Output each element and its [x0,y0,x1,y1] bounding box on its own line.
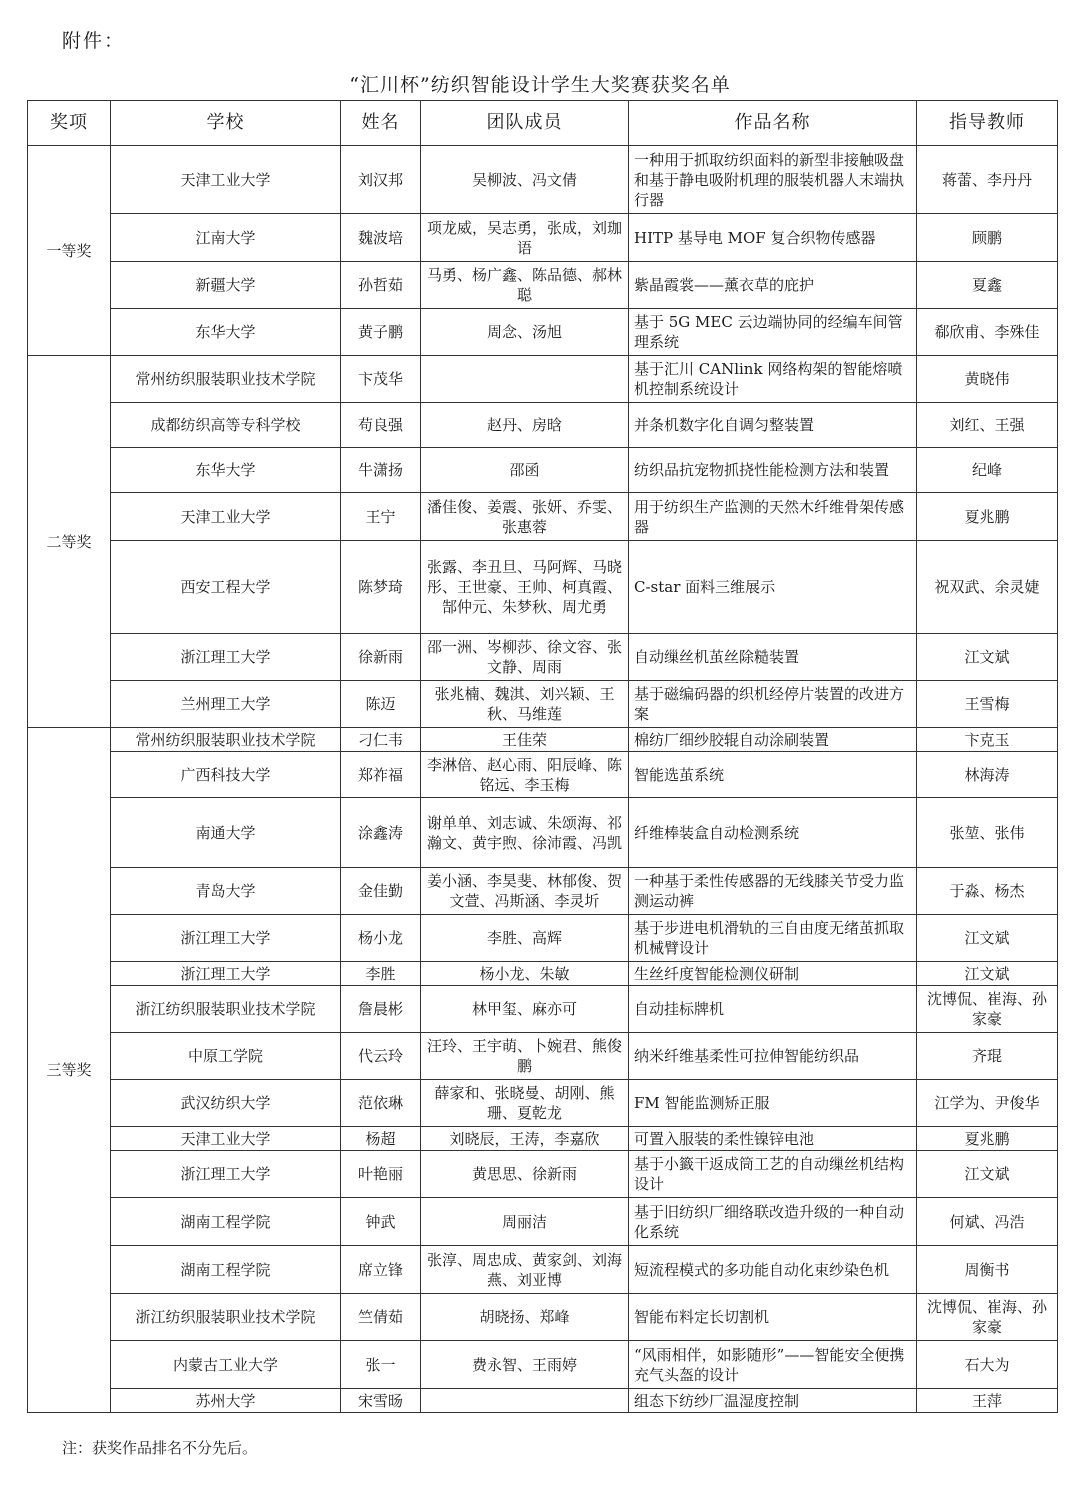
work-cell: “风雨相伴，如影随形”——智能安全便携充气头盔的设计 [629,1341,917,1389]
team-cell: 周念、汤旭 [421,309,629,356]
work-cell: 自动挂标牌机 [629,986,917,1033]
school-cell: 浙江纺织服装职业技术学院 [111,1294,341,1341]
advisor-cell: 周衡书 [917,1246,1058,1294]
school-cell: 浙江纺织服装职业技术学院 [111,986,341,1033]
school-cell: 天津工业大学 [111,1127,341,1151]
school-cell: 常州纺织服装职业技术学院 [111,728,341,752]
award-level: 二等奖 [28,356,111,728]
table-row [28,962,1058,986]
work-cell: 组态下纺纱厂温湿度控制 [629,1389,917,1413]
team-cell: 张露、李丑旦、马阿辉、马晓彤、王世豪、王帅、柯真霞、郜仲元、朱梦秋、周尤勇 [421,541,629,634]
school-cell: 天津工业大学 [111,493,341,541]
work-cell: 基于旧纺织厂细络联改造升级的一种自动化系统 [629,1198,917,1246]
name-cell: 郑祚福 [341,752,421,798]
school-cell: 西安工程大学 [111,541,341,634]
name-cell: 刁仁韦 [341,728,421,752]
advisor-cell: 夏兆鹏 [917,1127,1058,1151]
team-cell [421,356,629,403]
table-row [28,1127,1058,1151]
name-cell: 杨超 [341,1127,421,1151]
school-cell: 浙江理工大学 [111,915,341,962]
work-cell: 基于汇川 CANlink 网络构架的智能熔喷机控制系统设计 [629,356,917,403]
table-row [28,681,1058,728]
advisor-cell: 张堃、张伟 [917,798,1058,868]
team-cell: 张兆楠、魏淇、刘兴颖、王秋、马维莲 [421,681,629,728]
table-row [28,1246,1058,1294]
advisor-cell: 江文斌 [917,634,1058,681]
advisor-cell: 江文斌 [917,915,1058,962]
name-cell: 杨小龙 [341,915,421,962]
award-body [28,146,1058,1413]
advisor-cell: 王萍 [917,1389,1058,1413]
school-cell: 浙江理工大学 [111,1151,341,1198]
name-cell: 李胜 [341,962,421,986]
name-cell: 詹晨彬 [341,986,421,1033]
team-cell: 邵一洲、岑柳莎、徐文容、张文静、周雨 [421,634,629,681]
school-cell: 浙江理工大学 [111,962,341,986]
work-cell: 基于 5G MEC 云边端协同的经编车间管理系统 [629,309,917,356]
name-cell: 王宁 [341,493,421,541]
table-row [28,541,1058,634]
footnote: 注：获奖作品排名不分先后。 [62,1439,258,1457]
advisor-cell: 郗欣甫、李殊佳 [917,309,1058,356]
attachment-label: 附件： [62,30,126,52]
table-row [28,403,1058,448]
table-row [28,309,1058,356]
team-cell: 黄思思、徐新雨 [421,1151,629,1198]
table-row [28,146,1058,214]
advisor-cell: 刘红、王强 [917,403,1058,448]
team-cell: 邵函 [421,448,629,493]
table-row [28,1294,1058,1341]
team-cell: 林甲玺、麻亦可 [421,986,629,1033]
team-cell: 汪玲、王宇萌、卜婉君、熊俊鹏 [421,1033,629,1080]
team-cell: 王佳荣 [421,728,629,752]
advisor-cell: 江文斌 [917,1151,1058,1198]
team-cell: 刘晓辰，王涛，李嘉欣 [421,1127,629,1151]
name-cell: 苟良强 [341,403,421,448]
advisor-cell: 纪峰 [917,448,1058,493]
work-cell: 基于小籤干返成筒工艺的自动缫丝机结构设计 [629,1151,917,1198]
work-cell: 一种用于抓取纺织面料的新型非接触吸盘和基于静电吸附机理的服装机器人末端执行器 [629,146,917,214]
school-cell: 兰州理工大学 [111,681,341,728]
school-cell: 湖南工程学院 [111,1198,341,1246]
school-cell: 浙江理工大学 [111,634,341,681]
team-cell: 周丽洁 [421,1198,629,1246]
advisor-cell: 江学为、尹俊华 [917,1080,1058,1127]
school-cell: 常州纺织服装职业技术学院 [111,356,341,403]
name-cell: 黄子鹏 [341,309,421,356]
work-cell: 用于纺织生产监测的天然木纤维骨架传感器 [629,493,917,541]
team-cell: 张淳、周忠成、黄家剑、刘海燕、刘亚博 [421,1246,629,1294]
advisor-cell: 石大为 [917,1341,1058,1389]
school-cell: 成都纺织高等专科学校 [111,403,341,448]
work-cell: HITP 基导电 MOF 复合织物传感器 [629,214,917,262]
team-cell: 马勇、杨广鑫、陈品德、郝林聪 [421,262,629,309]
school-cell: 湖南工程学院 [111,1246,341,1294]
school-cell: 武汉纺织大学 [111,1080,341,1127]
header-school: 学校 [111,101,341,146]
table-row [28,356,1058,403]
school-cell: 苏州大学 [111,1389,341,1413]
advisor-cell: 王雪梅 [917,681,1058,728]
header-row [28,101,1058,146]
name-cell: 刘汉邦 [341,146,421,214]
name-cell: 涂鑫涛 [341,798,421,868]
table-row [28,1389,1058,1413]
work-cell: C-star 面料三维展示 [629,541,917,634]
school-cell: 内蒙古工业大学 [111,1341,341,1389]
team-cell: 薛家和、张晓曼、胡刚、熊珊、夏乾龙 [421,1080,629,1127]
name-cell: 竺倩茹 [341,1294,421,1341]
advisor-cell: 于淼、杨杰 [917,868,1058,915]
school-cell: 东华大学 [111,448,341,493]
work-cell: 纺织品抗宠物抓挠性能检测方法和装置 [629,448,917,493]
team-cell: 赵丹、房晗 [421,403,629,448]
name-cell: 钟武 [341,1198,421,1246]
advisor-cell: 顾鹏 [917,214,1058,262]
table-row [28,448,1058,493]
work-cell: 纳米纤维基柔性可拉伸智能纺织品 [629,1033,917,1080]
name-cell: 代云玲 [341,1033,421,1080]
advisor-cell: 林海涛 [917,752,1058,798]
work-cell: 智能选茧系统 [629,752,917,798]
advisor-cell: 沈博侃、崔海、孙家豪 [917,1294,1058,1341]
table-row [28,1341,1058,1389]
name-cell: 卞茂华 [341,356,421,403]
table-row [28,1198,1058,1246]
awards-table [27,100,1058,1413]
advisor-cell: 江文斌 [917,962,1058,986]
table-row [28,986,1058,1033]
team-cell: 杨小龙、朱敏 [421,962,629,986]
table-row [28,493,1058,541]
team-cell: 谢单单、刘志诚、朱颂海、祁瀚文、黄宇煦、徐沛霞、冯凯 [421,798,629,868]
work-cell: 基于步进电机滑轨的三自由度无绪茧抓取机械臂设计 [629,915,917,962]
table-row [28,214,1058,262]
document-title: “汇川杯”纺织智能设计学生大奖赛获奖名单 [349,74,731,96]
advisor-cell: 夏兆鹏 [917,493,1058,541]
advisor-cell: 齐琨 [917,1033,1058,1080]
work-cell: 并条机数字化自调匀整装置 [629,403,917,448]
table-row [28,1151,1058,1198]
school-cell: 江南大学 [111,214,341,262]
advisor-cell: 夏鑫 [917,262,1058,309]
header-work: 作品名称 [629,101,917,146]
advisor-cell: 黄晓伟 [917,356,1058,403]
table-row [28,868,1058,915]
name-cell: 陈梦琦 [341,541,421,634]
school-cell: 广西科技大学 [111,752,341,798]
name-cell: 魏波培 [341,214,421,262]
advisor-cell: 沈博侃、崔海、孙家豪 [917,986,1058,1033]
team-cell: 胡晓扬、郑峰 [421,1294,629,1341]
school-cell: 东华大学 [111,309,341,356]
table-row [28,634,1058,681]
team-cell: 吴柳波、冯文倩 [421,146,629,214]
work-cell: 一种基于柔性传感器的无线膝关节受力监测运动裤 [629,868,917,915]
advisor-cell: 蒋蕾、李丹丹 [917,146,1058,214]
table-row [28,262,1058,309]
name-cell: 孙哲茹 [341,262,421,309]
header-team: 团队成员 [421,101,629,146]
name-cell: 牛潇扬 [341,448,421,493]
school-cell: 天津工业大学 [111,146,341,214]
name-cell: 陈迈 [341,681,421,728]
table-row [28,752,1058,798]
team-cell: 李淋倍、赵心雨、阳辰峰、陈铭远、李玉梅 [421,752,629,798]
work-cell: 紫晶霞裳——薰衣草的庇护 [629,262,917,309]
work-cell: 自动缫丝机茧丝除糙装置 [629,634,917,681]
award-level: 一等奖 [28,146,111,356]
name-cell: 范依琳 [341,1080,421,1127]
table-row [28,1033,1058,1080]
team-cell: 姜小涵、李昊斐、林郁俊、贺文萱、冯斯涵、李灵圻 [421,868,629,915]
table-row [28,798,1058,868]
name-cell: 徐新雨 [341,634,421,681]
school-cell: 新疆大学 [111,262,341,309]
table-row [28,915,1058,962]
header-award: 奖项 [28,101,111,146]
header-advisor: 指导教师 [917,101,1058,146]
work-cell: 基于磁编码器的织机经停片装置的改进方案 [629,681,917,728]
header-name: 姓名 [341,101,421,146]
table-row [28,1080,1058,1127]
work-cell: 可置入服装的柔性镍锌电池 [629,1127,917,1151]
work-cell: 智能布料定长切割机 [629,1294,917,1341]
advisor-cell: 祝双武、余灵婕 [917,541,1058,634]
team-cell [421,1389,629,1413]
work-cell: 生丝纤度智能检测仪研制 [629,962,917,986]
work-cell: 短流程模式的多功能自动化束纱染色机 [629,1246,917,1294]
name-cell: 宋雪旸 [341,1389,421,1413]
work-cell: 纤维棒装盒自动检测系统 [629,798,917,868]
team-cell: 费永智、王雨婷 [421,1341,629,1389]
team-cell: 潘佳俊、姜震、张妍、乔雯、张惠蓉 [421,493,629,541]
team-cell: 项龙威，吴志勇，张成，刘珈语 [421,214,629,262]
school-cell: 青岛大学 [111,868,341,915]
work-cell: FM 智能监测矫正服 [629,1080,917,1127]
name-cell: 张一 [341,1341,421,1389]
school-cell: 中原工学院 [111,1033,341,1080]
award-level: 三等奖 [28,728,111,1413]
team-cell: 李胜、高辉 [421,915,629,962]
name-cell: 金佳勤 [341,868,421,915]
advisor-cell: 卞克玉 [917,728,1058,752]
school-cell: 南通大学 [111,798,341,868]
name-cell: 席立锋 [341,1246,421,1294]
table-row [28,728,1058,752]
name-cell: 叶艳丽 [341,1151,421,1198]
work-cell: 棉纺厂细纱胶辊自动涂刷装置 [629,728,917,752]
advisor-cell: 何斌、冯浩 [917,1198,1058,1246]
